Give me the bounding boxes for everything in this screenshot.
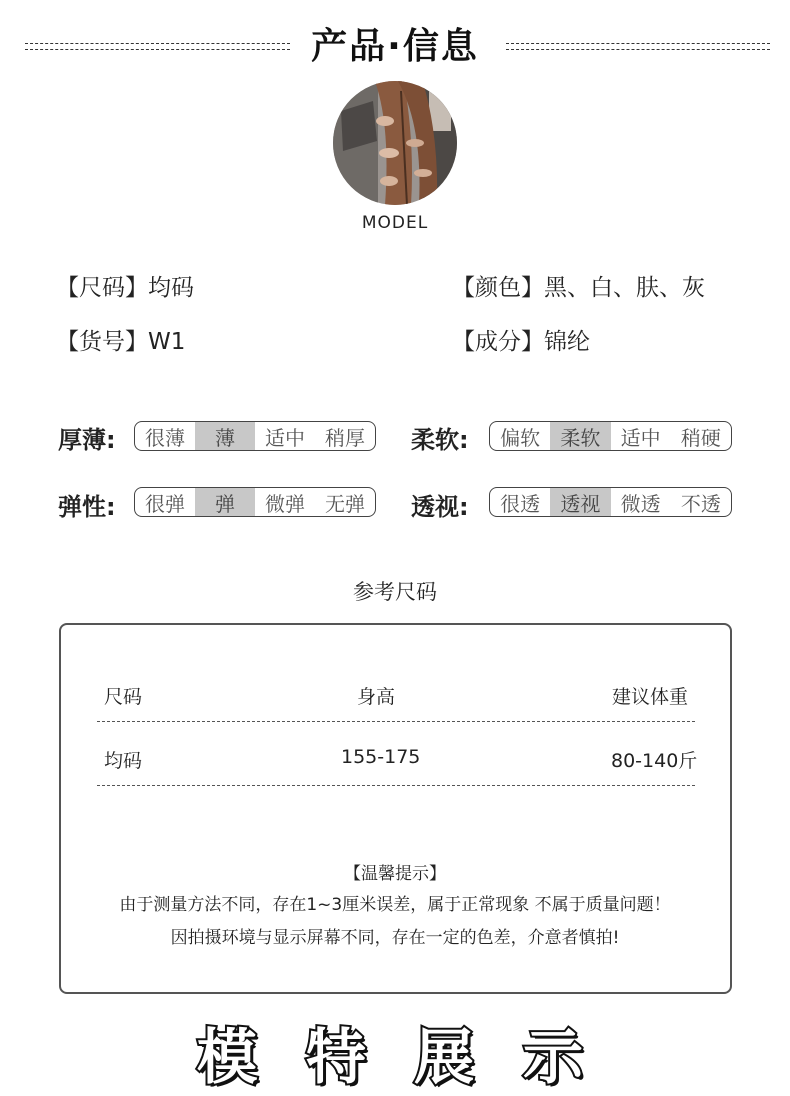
table-header-size: 尺码 — [104, 686, 143, 708]
page-title: 产品·信息 — [311, 26, 479, 67]
softness-option-3: 适中 — [620, 425, 661, 450]
transparency-option-3: 微透 — [620, 491, 661, 516]
transparency-option-1: 很透 — [500, 491, 541, 516]
softness-option-4: 稍硬 — [680, 425, 721, 450]
transparency-option-2: 透视 — [550, 488, 610, 516]
elasticity-label: 弹性: — [58, 493, 116, 521]
transparency-option-4: 不透 — [680, 491, 721, 516]
elasticity-option-1: 很弹 — [145, 491, 185, 516]
softness-scale — [489, 421, 732, 451]
thickness-label: 厚薄: — [58, 426, 116, 454]
softness-label: 柔软: — [411, 426, 469, 454]
tips-line-2: 因拍摄环境与显示屏幕不同，存在一定的色差，介意者慎拍! — [170, 928, 620, 948]
table-cell-size: 均码 — [104, 750, 143, 772]
model-label: MODEL — [361, 213, 429, 233]
thickness-scale — [134, 421, 376, 451]
table-header-height: 身高 — [357, 686, 396, 708]
thickness-option-3: 适中 — [265, 425, 305, 450]
transparency-label: 透视: — [411, 493, 469, 521]
model-photo — [333, 81, 457, 205]
info-color: 【颜色】黑、白、肤、灰 — [452, 275, 705, 301]
thickness-option-2: 薄 — [195, 422, 255, 450]
banner-char-2: 特 — [306, 1023, 366, 1093]
banner-char-1: 模 — [197, 1023, 257, 1093]
table-header-weight: 建议体重 — [612, 686, 689, 708]
table-bottom-divider — [97, 785, 695, 786]
elasticity-scale — [134, 487, 376, 517]
tips-heading: 【温馨提示】 — [344, 864, 446, 884]
tips-line-1: 由于测量方法不同，存在1~3厘米误差，属于正常现象 不属于质量问题！ — [119, 895, 671, 915]
thickness-option-1: 很薄 — [145, 425, 185, 450]
size-reference-title: 参考尺码 — [353, 580, 437, 604]
banner-char-4: 示 — [523, 1023, 583, 1093]
table-divider — [97, 721, 695, 722]
info-item-no: 【货号】W1 — [56, 329, 186, 355]
softness-option-2: 柔软 — [550, 422, 610, 450]
softness-option-1: 偏软 — [500, 425, 541, 450]
model-showcase-banner — [0, 1010, 790, 1093]
info-material: 【成分】锦纶 — [452, 329, 590, 355]
elasticity-option-2: 弹 — [195, 488, 255, 516]
transparency-scale — [489, 487, 732, 517]
table-cell-weight: 80-140斤 — [611, 750, 698, 772]
thickness-option-4: 稍厚 — [325, 425, 365, 450]
table-cell-height: 155-175 — [341, 746, 421, 768]
elasticity-option-4: 无弹 — [325, 491, 365, 516]
elasticity-option-3: 微弹 — [265, 491, 305, 516]
banner-char-3: 展 — [414, 1023, 474, 1093]
info-size: 【尺码】均码 — [56, 275, 194, 301]
